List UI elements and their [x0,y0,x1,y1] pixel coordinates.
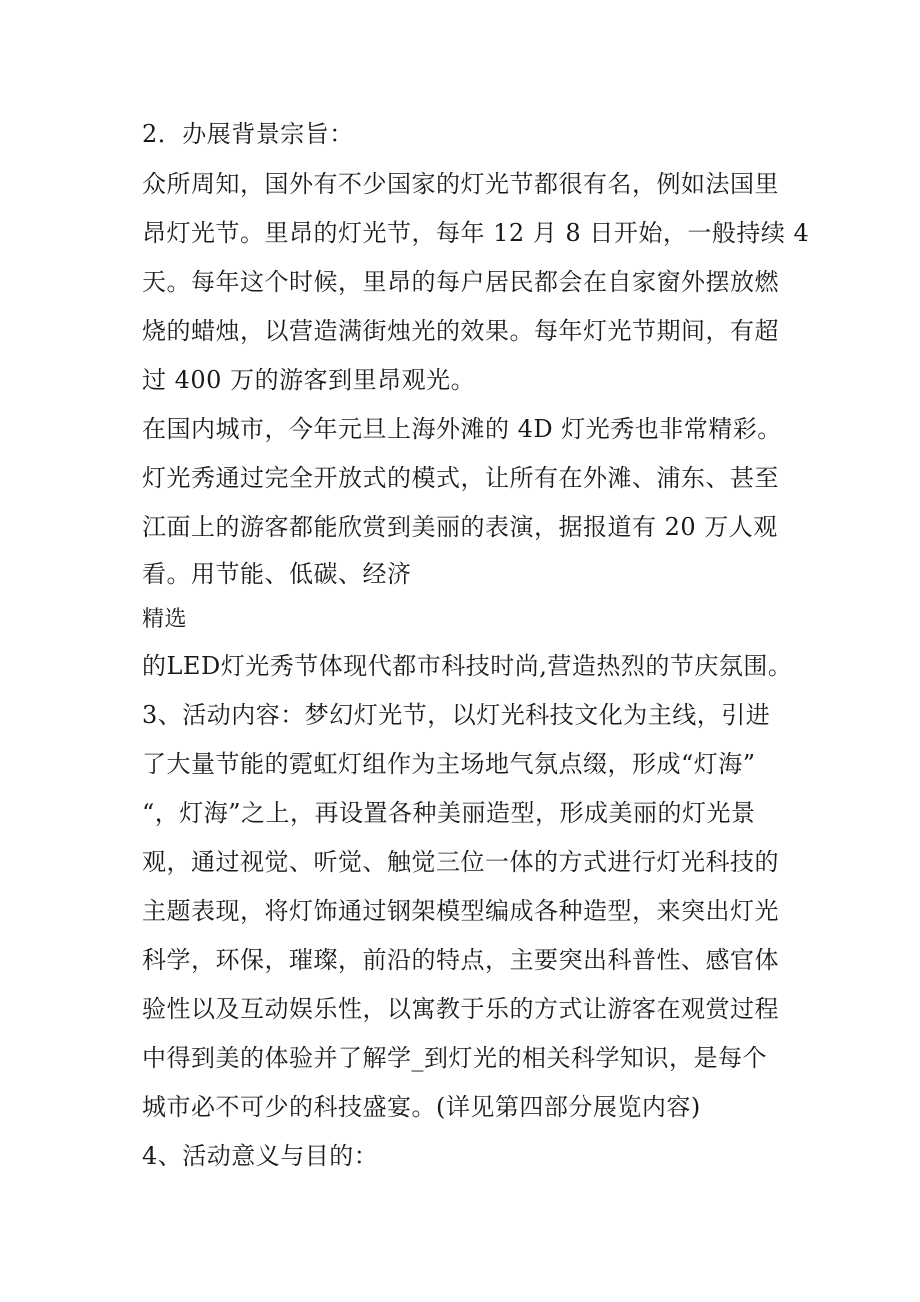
paragraph-line: 主题表现，将灯饰通过钢架模型编成各种造型，来突出灯光 [142,897,779,925]
section-heading-3: 3、活动内容：梦幻灯光节，以灯光科技文化为主线，引进 [142,701,771,729]
paragraph-line: 昂灯光节。里昂的灯光节，每年 12 月 8 日开始，一般持续 4 [142,219,810,247]
paragraph-line: 过 400 万的游客到里昂观光。 [142,366,476,394]
section-heading-2: 2．办展背景宗旨： [142,120,354,148]
paragraph-line: 城市必不可少的科技盛宴。(详见第四部分展览内容) [142,1093,701,1121]
paragraph-line: 在国内城市，今年元旦上海外滩的 4D 灯光秀也非常精彩。 [142,415,782,443]
paragraph-line: 天。每年这个时候，里昂的每户居民都会在自家窗外摆放燃 [142,268,779,296]
section-heading-4: 4、活动意义与目的： [142,1142,379,1170]
paragraph-line: “，灯海”之上，再设置各种美丽造型，形成美丽的灯光景 [142,799,756,827]
paragraph-line: 烧的蜡烛，以营造满街烛光的效果。每年灯光节期间，有超 [142,317,779,345]
paragraph-line: 了大量节能的霓虹灯组作为主场地气氛点缀，形成“灯海” [142,750,756,778]
paragraph-line: 中得到美的体验并了解学_到灯光的相关科学知识，是每个 [142,1044,767,1072]
paragraph-line: 灯光秀通过完全开放式的模式，让所有在外滩、浦东、甚至 [142,464,779,492]
selected-label: 精选 [142,607,188,632]
paragraph-line: 科学，环保，璀璨，前沿的特点，主要突出科普性、感官体 [142,946,779,974]
paragraph-line: 看。用节能、低碳、经济 [142,560,412,588]
paragraph-line: 验性以及互动娱乐性，以寓教于乐的方式让游客在观赏过程 [142,995,779,1023]
paragraph-line: 江面上的游客都能欣赏到美丽的表演，据报道有 20 万人观 [142,513,778,541]
paragraph-line: 的LED灯光秀节体现代都市科技时尚,营造热烈的节庆氛围。 [142,652,793,680]
paragraph-line: 众所周知，国外有不少国家的灯光节都很有名，例如法国里 [142,170,779,198]
paragraph-line: 观，通过视觉、听觉、触觉三位一体的方式进行灯光科技的 [142,848,779,876]
